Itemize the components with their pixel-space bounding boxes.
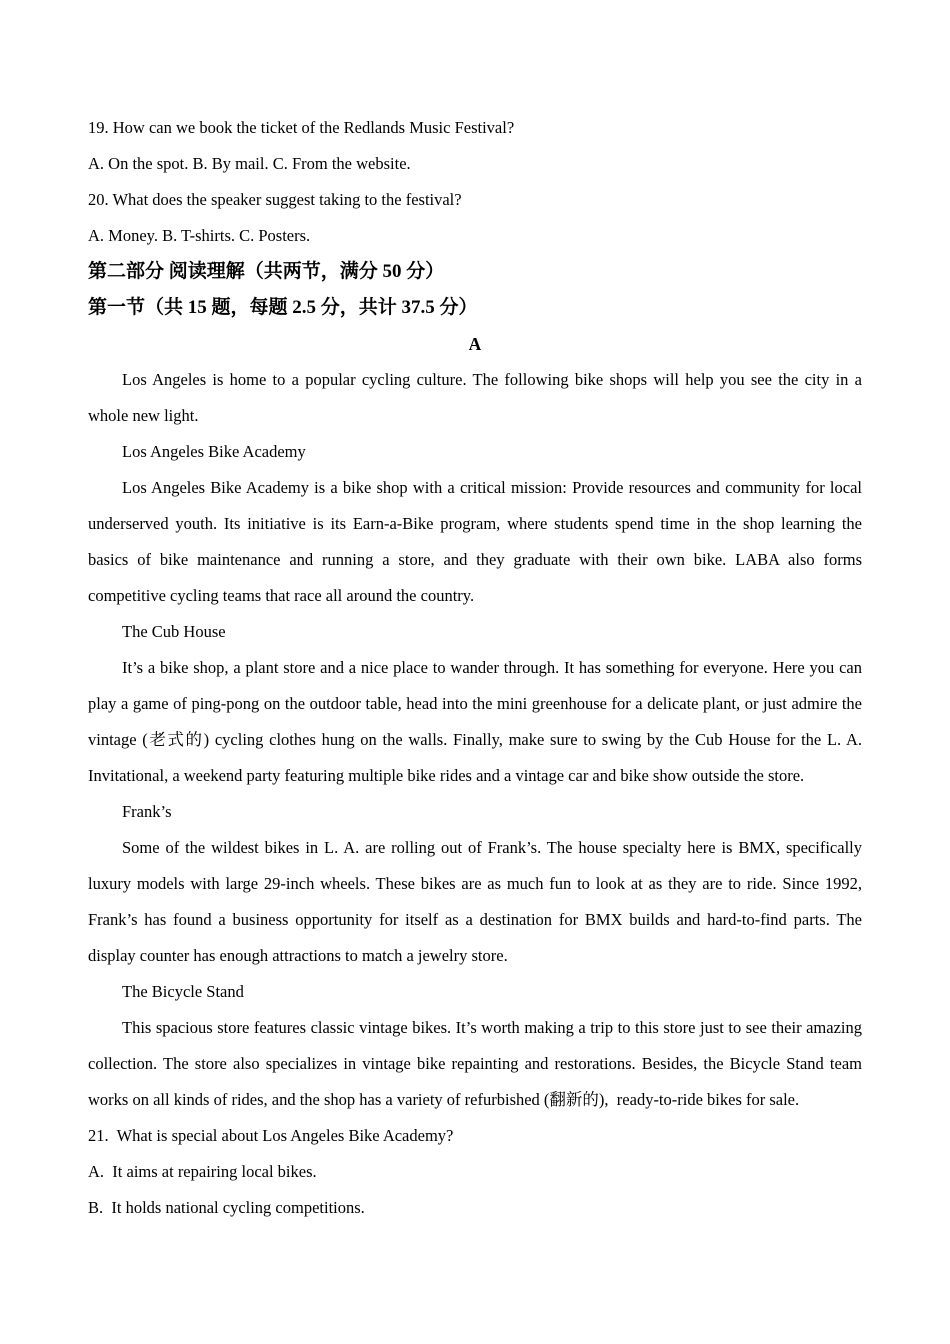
question-20-options: A. Money. B. T-shirts. C. Posters.	[88, 226, 311, 245]
question-21-option-a: A. It aims at repairing local bikes.	[88, 1162, 317, 1181]
passage-label: A	[468, 334, 482, 354]
passage-intro: Los Angeles is home to a popular cycling culture. The following bike shops will help you see the city in a whole new light.	[88, 370, 862, 425]
subsection-header: 第一节（共 15 题，每题 2.5 分，共计 37.5 分）	[88, 297, 478, 318]
shop-name-franks: Frank’s	[122, 802, 172, 821]
question-20: 20. What does the speaker suggest taking to the festival?	[88, 190, 462, 209]
shop-description-the-cub-house: It’s a bike shop, a plant store and a nice place to wander through. It has something for everyone. Here you can play a game of ping-pong on the outdoor table, head into the mini greenhouse for a delicate plant, or just admire the vintage (老式的) cycling clothes hung on the walls. Finally, make sure to swing by the Cub House for the L. A. Invitational, a weekend party featuring multiple bike rides and a vintage car and bike show outside the store.	[88, 658, 862, 785]
shop-description-los-angeles-bike-academy: Los Angeles Bike Academy is a bike shop with a critical mission: Provide resources and community for local underserved youth. Its initiative is its Earn-a-Bike program, where students spend time in the shop learning the basics of bike maintenance and running a store, and they graduate with their own bike. LABA also forms competitive cycling teams that race all around the country.	[88, 478, 862, 605]
shop-name-los-angeles-bike-academy: Los Angeles Bike Academy	[122, 442, 306, 461]
shop-name-the-bicycle-stand: The Bicycle Stand	[122, 982, 244, 1001]
shop-description-the-bicycle-stand: This spacious store features classic vintage bikes. It’s worth making a trip to this store just to see their amazing collection. The store also specializes in vintage bike repainting and restorations. Besides, the Bicycle Stand team works on all kinds of rides, and the shop has a variety of refurbished (翻新的), ready-to-ride bikes for sale.	[88, 1018, 862, 1109]
question-19: 19. How can we book the ticket of the Redlands Music Festival?	[88, 118, 515, 137]
question-21: 21. What is special about Los Angeles Bike Academy?	[88, 1126, 454, 1145]
question-19-options: A. On the spot. B. By mail. C. From the website.	[88, 154, 411, 173]
shop-name-the-cub-house: The Cub House	[122, 622, 226, 641]
section-header: 第二部分 阅读理解（共两节，满分 50 分）	[88, 261, 445, 282]
shop-description-franks: Some of the wildest bikes in L. A. are rolling out of Frank’s. The house specialty here is BMX, specifically luxury models with large 29-inch wheels. These bikes are as much fun to look at as they are to ride. Since 1992, Frank’s has found a business opportunity for itself as a destination for BMX builds and hard-to-find parts. The display counter has enough attractions to match a jewelry store.	[88, 838, 862, 965]
question-21-option-b: B. It holds national cycling competitions.	[88, 1198, 365, 1217]
